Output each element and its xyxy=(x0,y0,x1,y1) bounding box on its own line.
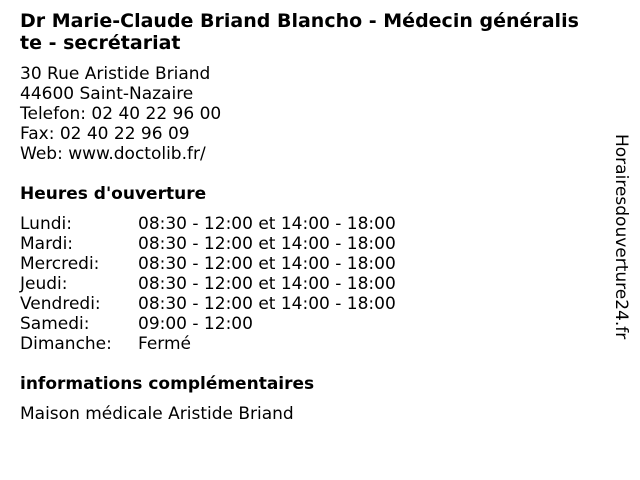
info-text: Maison médicale Aristide Briand xyxy=(20,404,294,424)
hours-day: Jeudi: xyxy=(20,274,68,294)
hours-day: Samedi: xyxy=(20,314,90,334)
hours-time: 09:00 - 12:00 xyxy=(138,314,253,334)
fax-number: Fax: 02 40 22 96 09 xyxy=(20,124,190,144)
hours-day: Lundi: xyxy=(20,214,72,234)
hours-row xyxy=(20,314,396,334)
hours-day: Dimanche: xyxy=(20,334,112,354)
hours-time: 08:30 - 12:00 et 14:00 - 18:00 xyxy=(138,294,396,314)
city: 44600 Saint-Nazaire xyxy=(20,84,194,104)
site-watermark: Horairesdouverture24.fr xyxy=(611,134,631,340)
hours-row xyxy=(20,254,396,274)
hours-time: Fermé xyxy=(138,334,192,354)
hours-table xyxy=(20,214,396,354)
hours-time: 08:30 - 12:00 et 14:00 - 18:00 xyxy=(138,234,396,254)
hours-row xyxy=(20,274,396,294)
address-block xyxy=(20,64,221,164)
hours-heading: Heures d'ouverture xyxy=(20,184,207,204)
hours-day: Mardi: xyxy=(20,234,74,254)
hours-day: Vendredi: xyxy=(20,294,101,314)
info-heading: informations complémentaires xyxy=(20,374,315,394)
hours-time: 08:30 - 12:00 et 14:00 - 18:00 xyxy=(138,254,396,274)
street-address: 30 Rue Aristide Briand xyxy=(20,64,211,84)
hours-row xyxy=(20,234,396,254)
website-link[interactable]: Web: www.doctolib.fr/ xyxy=(20,144,206,164)
hours-time: 08:30 - 12:00 et 14:00 - 18:00 xyxy=(138,274,396,294)
hours-row xyxy=(20,334,396,354)
hours-time: 08:30 - 12:00 et 14:00 - 18:00 xyxy=(138,214,396,234)
page-title: Dr Marie-Claude Briand Blancho - Médecin généraliste - secrétariat xyxy=(20,10,579,54)
hours-row xyxy=(20,294,396,314)
hours-row xyxy=(20,214,396,234)
hours-day: Mercredi: xyxy=(20,254,100,274)
phone-number[interactable]: Telefon: 02 40 22 96 00 xyxy=(20,104,222,124)
